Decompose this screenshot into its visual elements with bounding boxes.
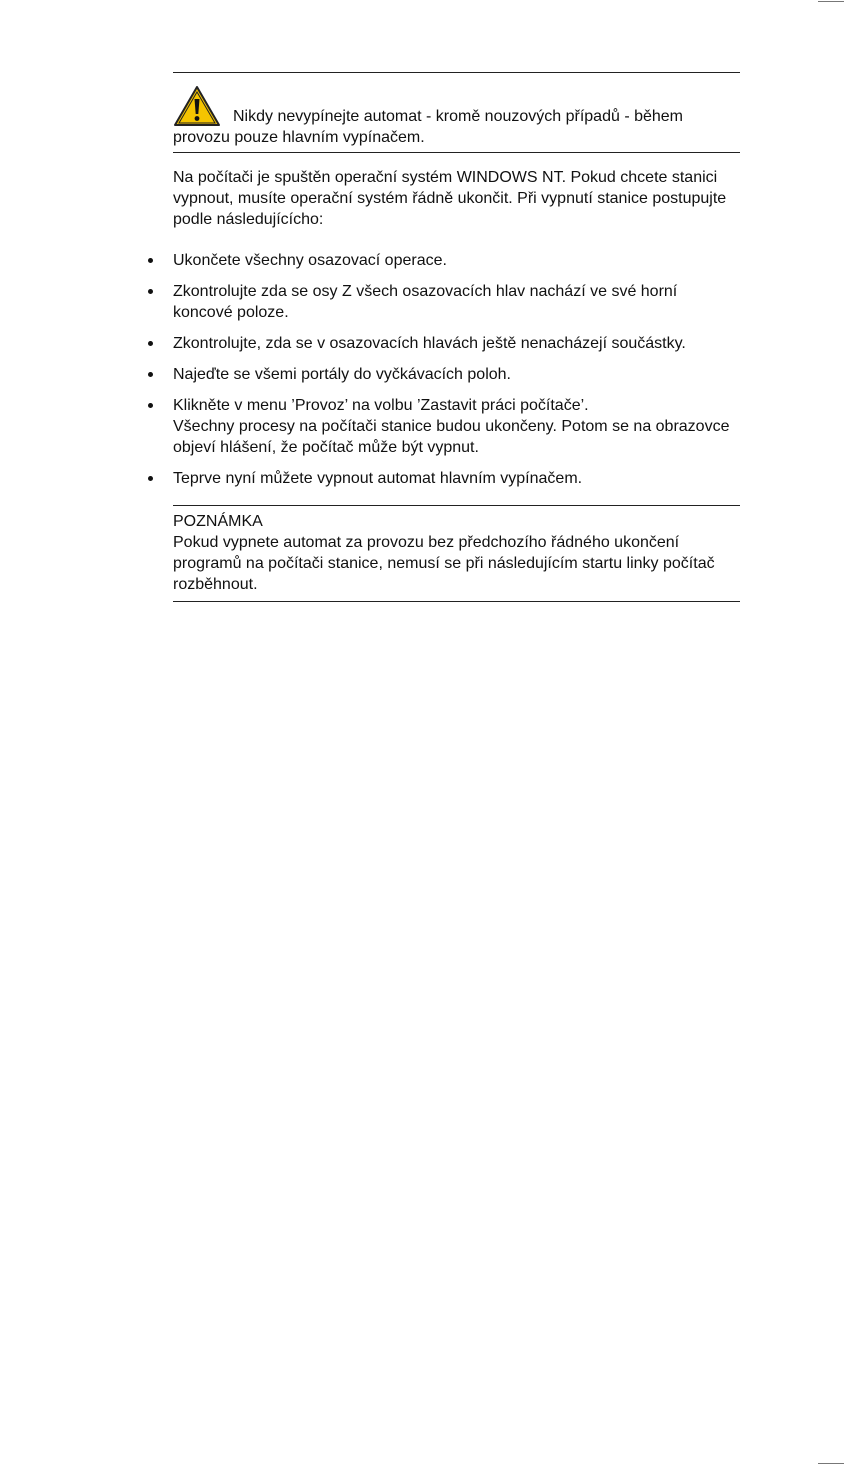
step-text: Klikněte v menu ’Provoz’ na volbu ’Zastavit práci počítače’. [173, 397, 589, 414]
bullet-icon [148, 403, 153, 408]
step-subtext: Všechny procesy na počítači stanice budou ukončeny. Potom se na obrazovce objeví hlášení, že počítač může být vypnut. [173, 418, 730, 456]
bullet-icon [148, 289, 153, 294]
page-corner-mark-bottom [818, 1463, 844, 1464]
warning-bottom-rule [173, 152, 740, 153]
list-item [173, 333, 740, 354]
warning-triangle-icon [173, 85, 221, 127]
note-bottom-rule [173, 601, 740, 602]
bullet-icon [148, 341, 153, 346]
note-heading: POZNÁMKA [173, 513, 263, 530]
warning-text-continued: provozu pouze hlavním vypínačem. [173, 129, 425, 146]
note-box [173, 505, 740, 602]
bullet-icon [148, 372, 153, 377]
page-corner-mark-top [818, 1, 844, 2]
intro-paragraph: Na počítači je spuštěn operační systém WINDOWS NT. Pokud chcete stanici vypnout, musíte operační systém řádně ukončit. Při vypnutí stanice postupujte podle následujícícho: [173, 169, 727, 228]
list-item [173, 395, 740, 458]
list-item [173, 364, 740, 385]
warning-text: Nikdy nevypínejte automat - kromě nouzových případů - během [233, 108, 684, 125]
list-item [173, 250, 740, 271]
list-item [173, 468, 740, 489]
step-text: Najeďte se všemi portály do vyčkávacích poloh. [173, 366, 511, 383]
step-text: Ukončete všechny osazovací operace. [173, 252, 447, 269]
warning-box [173, 73, 740, 152]
bullet-icon [148, 258, 153, 263]
step-text: Zkontrolujte, zda se v osazovacích hlavách ještě nenacházejí součástky. [173, 335, 686, 352]
bullet-icon [148, 476, 153, 481]
step-text: Zkontrolujte zda se osy Z všech osazovacích hlav nachází ve své horní koncové poloze. [173, 283, 678, 321]
shutdown-steps-list [173, 250, 740, 489]
list-item [173, 281, 740, 323]
step-text: Teprve nyní můžete vypnout automat hlavním vypínačem. [173, 470, 583, 487]
note-text: Pokud vypnete automat za provozu bez předchozího řádného ukončení programů na počítači stanice, nemusí se při následujícím startu linky počítač rozběhnout. [173, 534, 715, 593]
document-content [173, 72, 740, 602]
